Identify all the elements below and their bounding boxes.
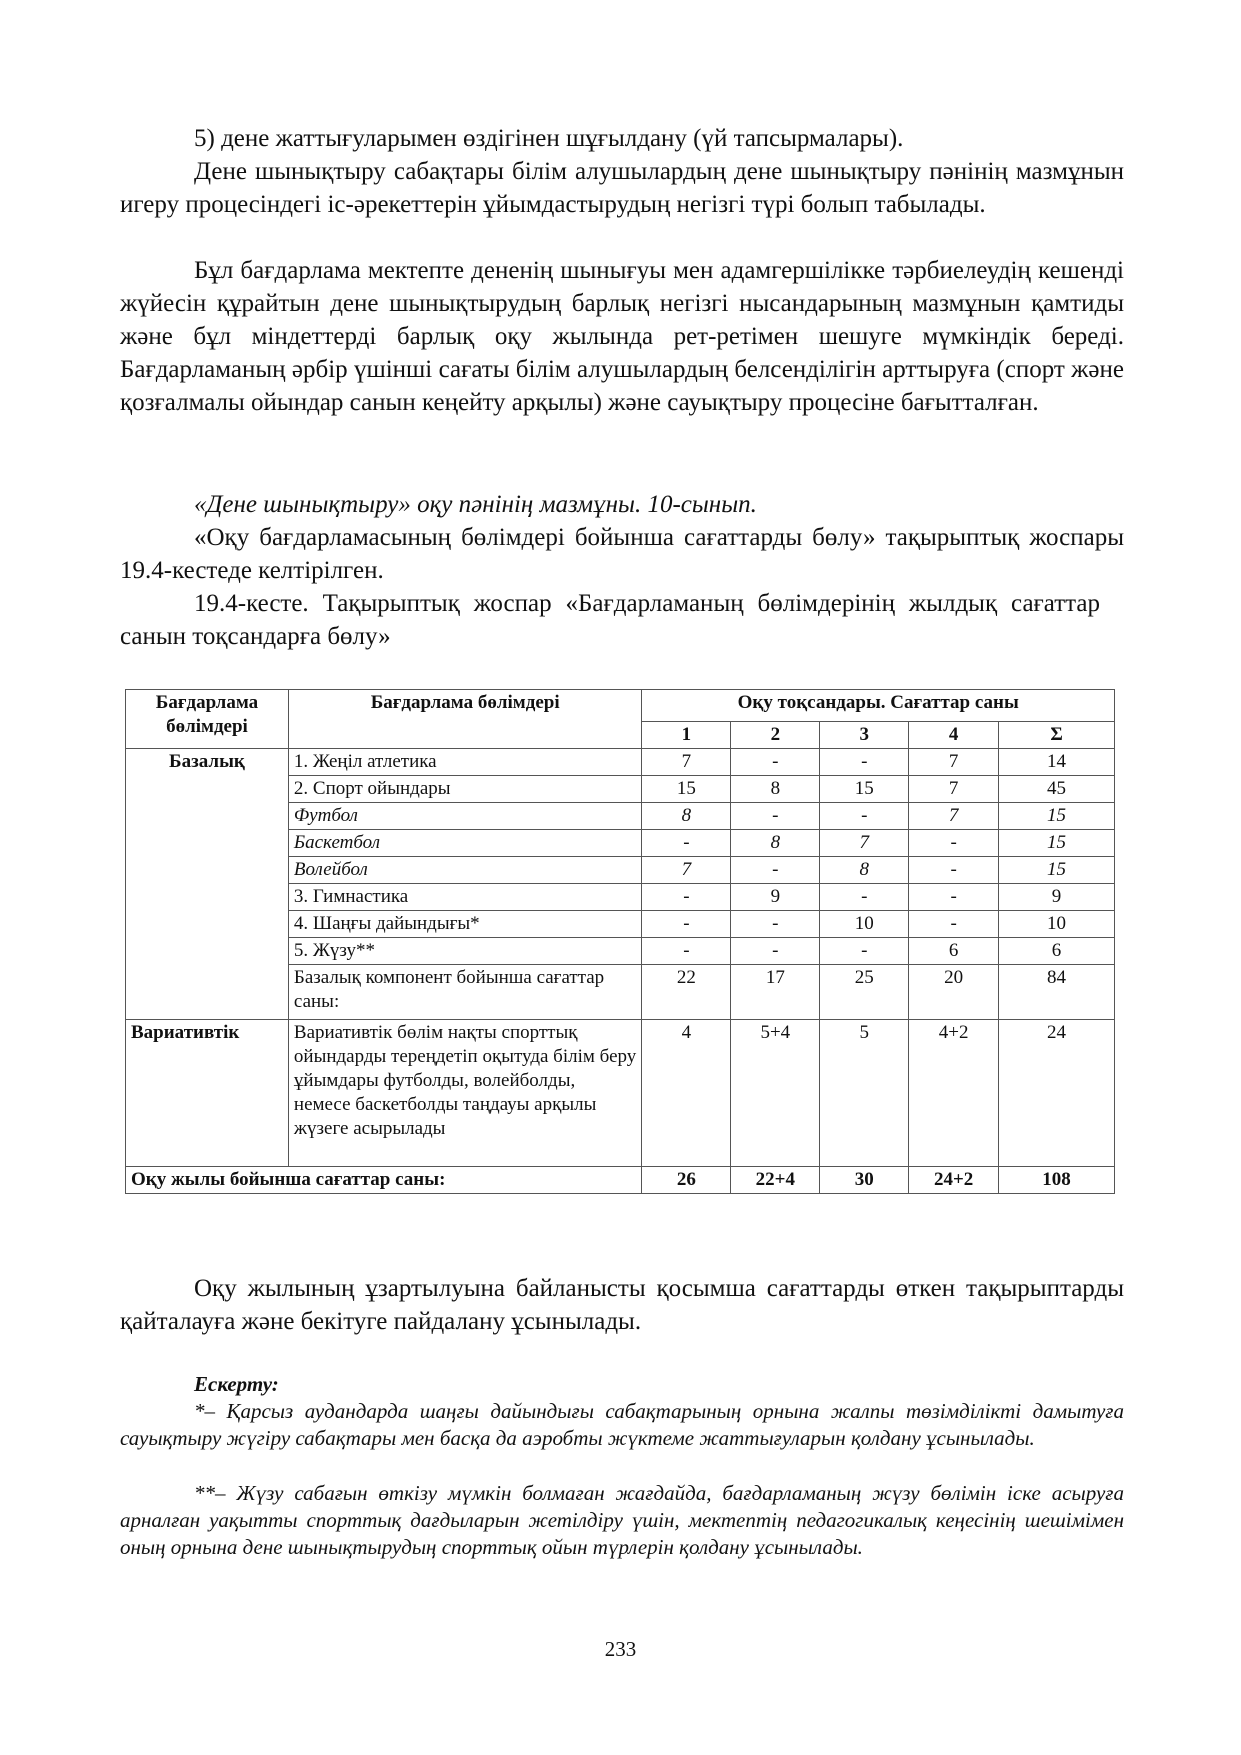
header-quarter-1: 1 [642, 722, 731, 749]
header-quarter-4: 4 [909, 722, 999, 749]
section-name: 2. Спорт ойындары [288, 776, 642, 803]
intro-paragraph-1: Дене шынықтыру сабақтары білім алушылардың дене шынықтыру пәнінің мазмұнын игеру процесіндегі іс-әрекеттерін ұйымдастырудың негізгі түрі болып табылады. [120, 158, 1124, 218]
quarter-4-value: - [909, 911, 999, 938]
quarter-2-value: - [731, 803, 820, 830]
section-name: Базалық компонент бойынша сағаттар саны: [288, 965, 642, 1020]
table-caption: 19.4-кесте. Тақырыптық жоспар «Бағдарламаның бөлімдерінің жылдық сағаттар санын тоқсандарға бөлу» [120, 590, 1100, 650]
table-header-row [126, 690, 1115, 722]
header-quarter-3: 3 [820, 722, 909, 749]
sum-value: 15 [999, 857, 1115, 884]
quarter-4-value: 6 [909, 938, 999, 965]
quarter-3-value: - [820, 749, 909, 776]
quarter-3-value: 5 [820, 1020, 909, 1167]
after-table-paragraph: Оқу жылының ұзартылуына байланысты қосымша сағаттарды өткен тақырыптарды қайталауға және бекітуге пайдалану ұсынылады. [120, 1275, 1124, 1335]
sum-value: 10 [999, 911, 1115, 938]
quarter-2-value: 8 [731, 776, 820, 803]
table-row-variative [126, 1020, 1115, 1167]
quarter-2-value: - [731, 749, 820, 776]
quarter-2-value: 17 [731, 965, 820, 1020]
quarter-4-value: 7 [909, 749, 999, 776]
total-quarter-4: 24+2 [909, 1167, 999, 1194]
header-category: Бағдарлама бөлімдері [126, 690, 289, 749]
quarter-3-value: 10 [820, 911, 909, 938]
section-name: Баскетбол [288, 830, 642, 857]
section-name: Футбол [288, 803, 642, 830]
quarter-4-value: - [909, 884, 999, 911]
section-name: 4. Шаңғы дайындығы* [288, 911, 642, 938]
quarter-3-value: - [820, 884, 909, 911]
quarter-2-value: - [731, 911, 820, 938]
quarter-2-value: 9 [731, 884, 820, 911]
quarter-3-value: 25 [820, 965, 909, 1020]
table-row-total [126, 1167, 1115, 1194]
quarter-1-value: 22 [642, 965, 731, 1020]
intro-item-5: 5) дене жаттығуларымен өздігінен шұғылдану (үй тапсырмалары). [194, 125, 904, 152]
header-sum: Σ [999, 722, 1115, 749]
sum-value: 14 [999, 749, 1115, 776]
quarter-1-value: - [642, 911, 731, 938]
sum-value: 15 [999, 830, 1115, 857]
notes-title: Ескерту: [194, 1372, 279, 1396]
quarter-1-value: - [642, 938, 731, 965]
quarter-2-value: - [731, 857, 820, 884]
header-quarters: Оқу тоқсандары. Сағаттар саны [642, 690, 1115, 722]
quarter-1-value: - [642, 884, 731, 911]
intro-paragraph-2: Бұл бағдарлама мектепте дененің шынығуы мен адамгершілікке тәрбиелеудің кешенді жүйесін құрайтын дене шынықтырудың барлық негізгі нысандарының мазмұнын қамтиды және бұл міндеттерді барлық оқу жылында рет-ретімен шешуге мүмкіндік береді. Бағдарламаның әрбір үшінші сағаты білім алушылардың белсенділігін арттыруға (спорт және қозғалмалы ойындар санын кеңейту арқылы) және сауықтыру процесіне бағытталған. [120, 257, 1124, 416]
total-quarter-1: 26 [642, 1167, 731, 1194]
thematic-plan-table [125, 689, 1115, 1194]
note-2: **– Жүзу сабағын өткізу мүмкін болмаған жағдайда, бағдарламаның жүзу бөлімін іске асыруға арналған уақытты спорттық дағдыларын жетілдіру үшін, мектептің педагогикалық кеңесінің шешімімен оның орнына дене шынықтырудың спорттық ойын түрлерін қолдану ұсынылады. [120, 1481, 1124, 1559]
quarter-2-value: 5+4 [731, 1020, 820, 1167]
quarter-2-value: 8 [731, 830, 820, 857]
section-name: Вариативтік бөлім нақты спорттық ойындарды тереңдетіп оқытуда білім беру ұйымдары футболды, волейболды, немесе баскетболды таңдауы арқылы жүзеге асырылады [288, 1020, 642, 1167]
quarter-3-value: - [820, 938, 909, 965]
quarter-4-value: - [909, 857, 999, 884]
section-name: 3. Гимнастика [288, 884, 642, 911]
header-quarter-2: 2 [731, 722, 820, 749]
sum-value: 24 [999, 1020, 1115, 1167]
quarter-4-value: 20 [909, 965, 999, 1020]
quarter-1-value: 8 [642, 803, 731, 830]
quarter-1-value: 7 [642, 857, 731, 884]
sum-value: 9 [999, 884, 1115, 911]
quarter-4-value: 7 [909, 776, 999, 803]
quarter-3-value: 15 [820, 776, 909, 803]
category-basic: Базалық [126, 749, 289, 1020]
quarter-4-value: - [909, 830, 999, 857]
total-sum: 108 [999, 1167, 1115, 1194]
quarter-1-value: 4 [642, 1020, 731, 1167]
quarter-3-value: 8 [820, 857, 909, 884]
section-subtitle: «Дене шынықтыру» оқу пәнінің мазмұны. 10-сынып. [194, 491, 757, 518]
table-row [126, 749, 1115, 776]
sum-value: 15 [999, 803, 1115, 830]
total-quarter-3: 30 [820, 1167, 909, 1194]
section-name: 5. Жүзу** [288, 938, 642, 965]
section-name: 1. Жеңіл атлетика [288, 749, 642, 776]
quarter-1-value: - [642, 830, 731, 857]
header-sections: Бағдарлама бөлімдері [288, 690, 642, 749]
quarter-1-value: 7 [642, 749, 731, 776]
quarter-4-value: 4+2 [909, 1020, 999, 1167]
sum-value: 45 [999, 776, 1115, 803]
quarter-4-value: 7 [909, 803, 999, 830]
quarter-2-value: - [731, 938, 820, 965]
sum-value: 84 [999, 965, 1115, 1020]
page-number: 233 [604, 1637, 637, 1661]
quarter-3-value: - [820, 803, 909, 830]
note-1: *– Қарсыз аудандарда шаңғы дайындығы сабақтарының орнына жалпы төзімділікті дамытуға сауықтыру жүгіру сабақтары мен басқа да аэробты жүктеме жаттығуларын қолдану ұсынылады. [120, 1399, 1124, 1450]
quarter-3-value: 7 [820, 830, 909, 857]
sum-value: 6 [999, 938, 1115, 965]
total-quarter-2: 22+4 [731, 1167, 820, 1194]
total-label: Оқу жылы бойынша сағаттар саны: [126, 1167, 642, 1194]
quarter-1-value: 15 [642, 776, 731, 803]
section-name: Волейбол [288, 857, 642, 884]
category-variative: Вариативтік [126, 1020, 289, 1167]
section-lead: «Оқу бағдарламасының бөлімдері бойынша сағаттарды бөлу» тақырыптық жоспары 19.4-кестеде келтірілген. [120, 524, 1124, 584]
